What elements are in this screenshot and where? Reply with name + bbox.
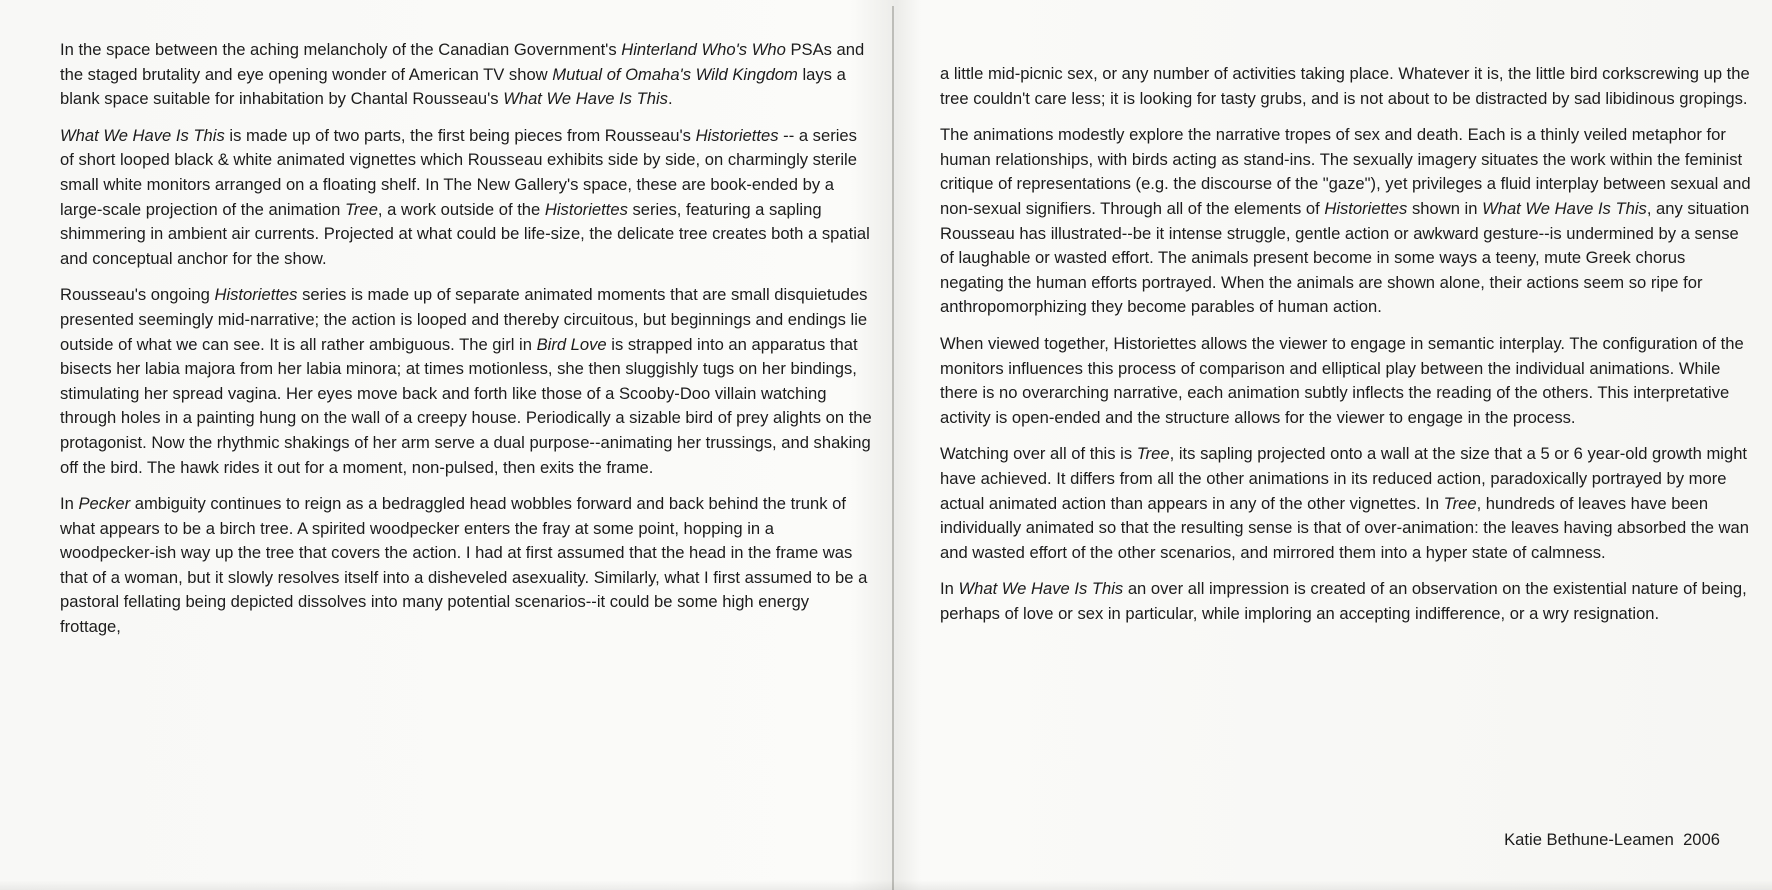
italic-title: What We Have Is This xyxy=(503,89,668,109)
italic-title: Mutual of Omaha's Wild Kingdom xyxy=(552,64,798,84)
italic-title: What We Have Is This xyxy=(958,579,1124,599)
italic-title: Tree xyxy=(1136,444,1170,464)
right-paragraph-1: a little mid-picnic sex, or any number of activities taking place. Whatever it is, the little bird corkscrewing up the tree couldn't care less; it is looking for tasty grubs, and is not about to be distracted by sad libidinous gropings. xyxy=(940,64,1750,108)
right-paragraph-2: The animations modestly explore the narrative tropes of sex and death. Each is a thinly veiled metaphor for human relationships, with birds acting as stand-ins. The sexually imagery situates the work within the feminist critique of representations (e.g. the discourse of the "gaze"), yet privileges a fluid interplay between sexual and non-sexual signifiers. Through all of the elements of Historiettes shown in What We Have Is This, any situation Rousseau has illustrated--be it intense struggle, gentle action or awkward gesture--is undermined by a sense of laughable or wasted effort. The animals present become in some ways a teeny, mute Greek chorus negating the human efforts portrayed. When the animals are shown alone, their actions seem so ripe for anthropomorphizing they become parables of human action. xyxy=(940,125,1751,317)
italic-title: Pecker xyxy=(78,494,131,514)
italic-title: Historiettes xyxy=(1324,198,1408,218)
italic-title: What We Have Is This xyxy=(1482,198,1647,218)
italic-title: Hinterland Who's Who xyxy=(621,40,786,59)
italic-title: Historiettes xyxy=(544,199,628,219)
left-paragraph-3: Rousseau's ongoing Historiettes series is made up of separate animated moments that are small disquietudes presented seemingly mid-narrative; the action is looped and thereby circuitous, but beginnings and endings lie outside of what we can see. It is all rather ambiguous. The girl in Bird Love is strapped into an apparatus that bisects her labia majora from her labia minora; at times motionless, she then sluggishly tugs on her bindings, stimulating her spread vagina. Her eyes move back and forth like those of a Scooby-Doo villain watching through holes in a painting hung on the wall of a creepy house. Periodically a sizable bird of prey alights on the protagonist. Now the rhythmic shakings of her arm serve a dual purpose--animating her trussings, and shaking off the bird. The hawk rides it out for a moment, non-pulsed, then exits the frame. xyxy=(60,285,872,477)
left-paragraph-2: What We Have Is This is made up of two parts, the first being pieces from Rousseau's Historiettes -- a series of short looped black & white animated vignettes which Rousseau exhibits side by side, on charmingly sterile small white monitors arranged on a floating shelf. In The New Gallery's space, these are book-ended by a large-scale projection of the animation Tree, a work outside of the Historiettes series, featuring a sapling shimmering in ambient air currents. Projected at what could be life-size, the delicate tree creates both a spatial and conceptual anchor for the show. xyxy=(60,125,870,268)
page-bottom-shadow xyxy=(0,880,1772,890)
italic-title: Bird Love xyxy=(536,334,607,354)
italic-title: Tree xyxy=(1443,493,1477,513)
right-page-text xyxy=(940,62,1752,638)
page-gutter xyxy=(892,6,894,890)
italic-title: Tree xyxy=(345,199,378,219)
italic-title: What We Have Is This xyxy=(60,125,225,145)
right-paragraph-5: In What We Have Is This an over all impression is created of an observation on the existential nature of being, perhaps of love or sex in particular, while imploring an accepting indifference, or a wry resignation. xyxy=(940,579,1747,623)
left-paragraph-1: In the space between the aching melancholy of the Canadian Government's Hinterland Who's Who PSAs and the staged brutality and eye opening wonder of American TV show Mutual of Omaha's Wild Kingdom lays a blank space suitable for inhabitation by Chantal Rousseau's What We Have Is This. xyxy=(60,40,865,109)
author-signature: Katie Bethune-Leamen 2006 xyxy=(1504,830,1720,849)
right-paragraph-3: When viewed together, Historiettes allows the viewer to engage in semantic interplay. The configuration of the monitors influences this process of comparison and elliptical play between the individual animations. While there is no overarching narrative, each animation subtly inflects the reading of the others. This interpretative activity is open-ended and the structure allows for the viewer to engage in the process. xyxy=(940,333,1744,427)
italic-title: Historiettes xyxy=(695,125,779,145)
left-page-text xyxy=(60,38,872,652)
right-paragraph-4: Watching over all of this is Tree, its sapling projected onto a wall at the size that a 5 or 6 year-old growth might have achieved. It differs from all the other animations in its reduced action, paradoxically portrayed by more actual animated action than appears in any of the other vignettes. In Tree, hundreds of leaves have been individually animated so that the resulting sense is that of over-animation: the leaves having absorbed the wan and wasted effort of the other scenarios, and mirrored them into a hyper state of calmness. xyxy=(940,444,1749,562)
left-paragraph-4: In Pecker ambiguity continues to reign as a bedraggled head wobbles forward and back behind the trunk of what appears to be a birch tree. A spirited woodpecker enters the fray at some point, hopping in a woodpecker-ish way up the tree that covers the action. I had at first assumed that the head in the frame was that of a woman, but it slowly resolves itself into a disheveled asexuality. Similarly, what I first assumed to be a pastoral fellating being depicted dissolves into many potential scenarios--it could be some high energy frottage, xyxy=(60,494,868,637)
italic-title: Historiettes xyxy=(214,285,298,305)
